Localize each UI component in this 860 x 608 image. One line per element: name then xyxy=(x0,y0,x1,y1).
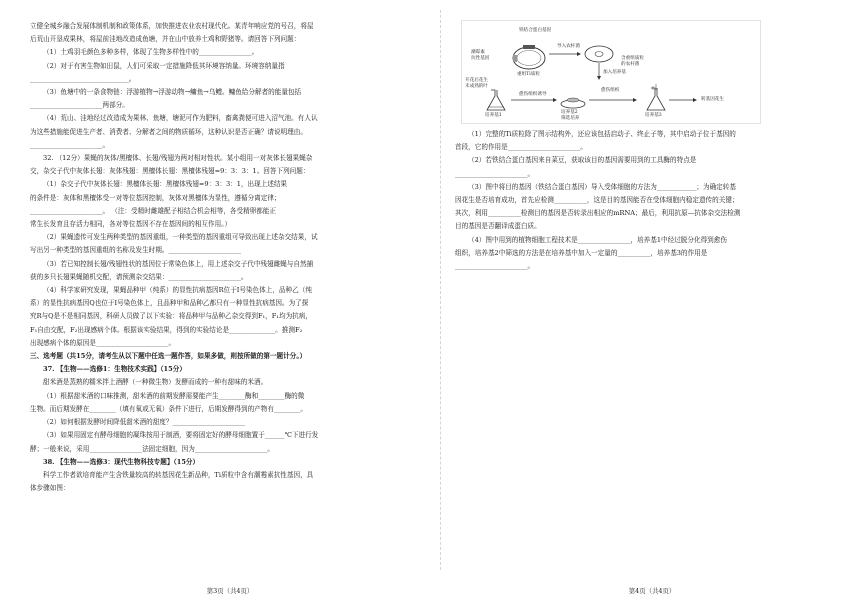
ti-plasmid-shape xyxy=(513,45,545,69)
text-line: （3）若已知控制长翅/残翅性状的基因位于常染色体上，用上述杂交子代中残翅雌蝇与自然捕 xyxy=(43,259,314,268)
label-peanut: 开花后花生 xyxy=(465,78,488,83)
text-line: ______________________。 xyxy=(30,140,110,149)
text-line: （1）完整的Ti质粒除了图示结构外，还应该包括启动子、终止子等，其中启动子位于基因的 xyxy=(468,130,736,138)
medium-2-flask xyxy=(561,98,585,108)
medium-1-flask xyxy=(487,90,505,110)
text-line: 获的多只长翅果蝇随机交配，请预测杂交结果：______________________。 xyxy=(30,272,248,281)
text-line: 后荒山开垦成果林，将屋前洼地改造成鱼塘，并在山中放养土鸡和野猪等。请回答下列问题： xyxy=(30,35,301,44)
text-line: ______________________两部分。 xyxy=(30,101,129,110)
question-38-heading: 38. 【生物——选修3：现代生物科技专题】（15分） xyxy=(43,457,200,466)
text-line: 交，杂交子代中灰体长翅：灰体残翅：黑檀体长翅：黑檀体残翅=9：3：3：1。回答下列问题： xyxy=(30,167,310,176)
label-medium-2: 培养基2 xyxy=(561,110,578,115)
agrobacterium-shape xyxy=(585,46,613,62)
text-line: 为这些措施能促进生产者、消费者、分解者之间的物质循环，这种认识是否正确？请说明理由。 xyxy=(30,127,307,136)
text-line: 甜米酒是蒸熟的糯米拌上酒酵（一种微生物）发酵而成的一种有甜味的米酒。 xyxy=(43,378,268,387)
text-line: 常生长发育且存活力相同，各对等位基因不存在基因间的相互作用。） xyxy=(30,220,232,229)
label-transgenic: 转基因花生 xyxy=(701,97,724,102)
text-line: （1）土鸡羽毛颜色多种多样，体现了生物多样性中的________________。 xyxy=(43,48,259,57)
text-line: （1）根据甜米酒的口味推测，甜米酒的前期发酵需要能产生________酶和________酶的微 xyxy=(43,391,305,400)
text-line: ______________________________。 xyxy=(30,74,136,83)
text-line: 组织，培养基2中筛选的方法是在培养基中加入一定量的__________，培养基3的作用是 xyxy=(455,248,708,257)
text-line: （2）如何根据发酵时间降低甜米酒的甜度？______________________ xyxy=(43,418,246,427)
left-page-column xyxy=(30,20,425,495)
text-line: ______________________。 xyxy=(455,262,535,271)
question-37-heading: 37. 【生物——选修1：生物技术实践】（15分） xyxy=(43,365,186,374)
text-line: 科学工作者欲培育能产生含铁量较高的转基因花生新品种，Ti质粒中含有潮霉素抗性基因，具 xyxy=(43,470,314,479)
text-line: 写出另一种类型的基因重组的名称及发生时期。______________________ xyxy=(30,246,241,255)
text-line: 其次，利用__________检测目的基因是否转录出相应的mRNA；最后，利用抗原—抗体杂交法检测 xyxy=(455,209,741,218)
text-line: （3）如果用固定有酵母细胞的凝珠按用于制酒，要将固定好的酵母细胞置于______℃下进行发 xyxy=(43,431,319,440)
text-line: 酵；一般来说，采用________________法固定细胞，因为______________________。 xyxy=(30,444,274,453)
page-divider xyxy=(440,10,441,570)
text-line: 因花生是否培育成功，首先应检测__________，这是目的基因能否在受体细胞内稳定遗传的关键； xyxy=(455,196,739,205)
text-line: 体步骤如图： xyxy=(30,484,70,493)
section-3-heading: 三、选考题（共15分，请考生从以下题中任选一题作答，如果多做，则按所做的第一题计分。） xyxy=(30,352,307,361)
label-agro: 的农杆菌 xyxy=(621,62,640,67)
text-line: （2）若铁结合蛋白基因来自菜豆，获取该目的基因需要用到的工具酶的特点是 xyxy=(468,156,697,165)
text-line: 出现感病个体的原因是______________________。 xyxy=(30,338,176,347)
label-filter: 筛选培养 xyxy=(561,116,580,121)
label-ti-plasmid: 重组Ti质粒 xyxy=(517,72,540,77)
label-add-medium: 加入培养基 xyxy=(603,70,626,75)
text-line: （3）鱼塘中的一条食物链：浮游植物→浮游动物→鳙鱼→乌鳢。鳙鱼给分解者的能量包括 xyxy=(43,88,302,97)
text-line: 目的基因是否翻译成蛋白质。 xyxy=(455,222,541,231)
text-line: （2）对于有害生物如田鼠，人们可采取一定措施降低其环境容纳量。环境容纳量指 xyxy=(43,61,285,70)
text-line: 首段，它的作用是______________________。 xyxy=(455,143,587,152)
text-line: 系）的显性抗病基因Q也位于Ⅰ号染色体上，且品种甲和品种乙都只有一种显性抗病基因。为了探 xyxy=(30,299,309,308)
text-line: 究R与Q是不是相同基因，科研人员做了以下实验：将品种甲与品种乙杂交得到F₁，F₁均为抗病， xyxy=(30,312,312,321)
text-line: F₁自由交配，F₂出现感病个体。根据该实验结果，得到的实验结论是______________。推测F₂ xyxy=(30,325,303,334)
label-callus-induction: 愈伤组织诱导 xyxy=(519,92,547,97)
transgenic-process-diagram xyxy=(461,20,761,124)
text-line: ______________________。 （注：受精时雌雄配子相结合机会相等，各受精卵都能正 xyxy=(30,206,277,215)
label-callus: 愈伤组织 xyxy=(601,88,620,93)
medium-3-flask xyxy=(647,84,665,110)
text-line: （2）果蝇遗传可发生两种类型的基因重组，一种类型的基因重组可导致出现上述杂交结果，试 xyxy=(43,233,318,242)
label-hygromycin: 潮霉素 xyxy=(471,50,485,55)
label-medium-3: 培养基3 xyxy=(645,113,662,118)
page-footer-right: 第4页（共4页） xyxy=(628,587,676,595)
text-line: ______________________。 xyxy=(455,169,535,178)
text-line: （4）荒山、洼地经过改造成为果林、鱼塘，塘泥可作为肥料，畜禽粪便可进入沼气池。有人认 xyxy=(43,114,318,123)
label-medium-1: 培养基1 xyxy=(485,113,502,118)
text-line: 生物。而后期发酵在________（填有氧或无氧）条件下进行，后期发酵得到的产物有________。 xyxy=(30,404,307,413)
text-line: （4）科学家研究发现，果蝇品种甲（纯系）的显性抗病基因R位于Ⅰ号染色体上，品种乙（纯 xyxy=(43,286,312,295)
label-iron-gene: 铁结合蛋白基因 xyxy=(519,28,552,33)
label-agro-plasmid: 含重组质粒 xyxy=(621,56,644,61)
right-page-column xyxy=(455,20,850,273)
label-leaf: 未成熟的叶 xyxy=(465,84,488,89)
text-line: （3）图中将目的基因（铁结合蛋白基因）导入受体细胞的方法为____________；为确定转基 xyxy=(468,182,736,191)
page-footer-left: 第3页（共4页） xyxy=(206,587,254,595)
text-line: 立健全城乡融合发展体制机制和政策体系，加快推进农业农村现代化。某青年响应党的号召，将屋 xyxy=(30,22,314,30)
label-resistance: 抗性基因 xyxy=(471,56,490,61)
text-line: （4）图中用到的植物细胞工程技术是________________，培养基1中经过脱分化得到愈伤 xyxy=(468,235,727,244)
question-32-heading: 32. （12分）果蝇的灰体/黑檀体、长翅/残翅为两对相对性状。某小组用一对灰体长翅果蝇杂 xyxy=(43,154,313,163)
text-line: （1）杂交子代中灰体长翅：黑檀体长翅：黑檀体残翅=9：3：3：1，出现上述结果 xyxy=(43,180,288,189)
label-import: 导入农杆菌 xyxy=(557,44,580,49)
text-line: 的条件是：灰体和黑檀体受一对等位基因控制，灰体对黑檀体为显性，遵循分离定律； xyxy=(30,193,281,202)
